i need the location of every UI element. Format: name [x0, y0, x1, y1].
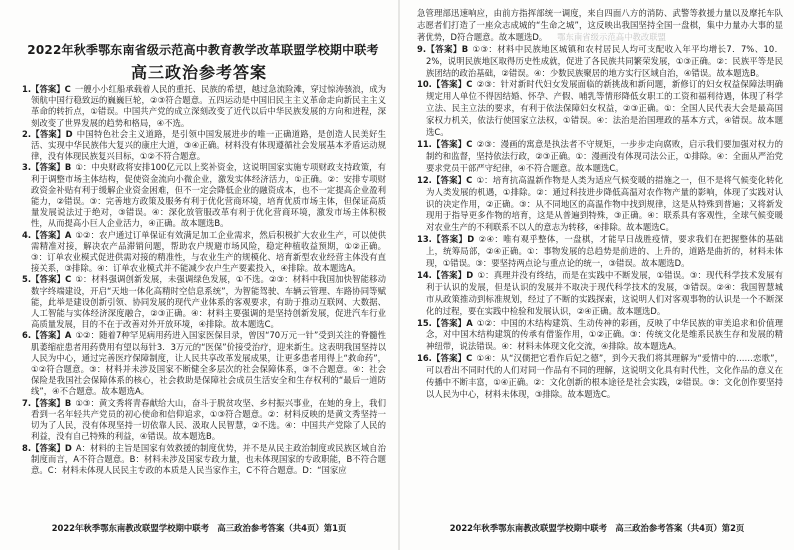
answer-text: ②④：唯有观乎整体，一盘棋，才能早日战胜疫情，要求我们在把握整体的基础上，统筹局部，②④正确。①：事物发展的总趋势是前进的、上升的，道路是曲折的，材料未体现，①错误。③：要坚持两点论与重点论的统一，③错误。故本题选D。	[426, 234, 783, 269]
answer-text: ①②：随着7种罕见病用药进入国家医保目录，曾因“70万元一针”受到关注的脊髓性肌萎缩症患者用药费用有望以每针3．3万元的“医保”价接受治疗，迎来新生。这表明我国坚持以人民为中心，通过完善医疗保障制度，让人民共享改革发展成果，让更多患者用得上“救命药”，①②符合题意。③：材料并未涉及国家不断健全多层次的社会保障体系，③不合题意。④：社会保险是我国社会保障体系的核心，社会救助是保障社会成员生活安全和生存权利的“最后一道防线”，④不合题意。故本题选A。	[31, 330, 386, 397]
answer-text: ①：材料强调创新发展，未强调绿色发展，①不选。②③：材料中我国加快智能移动数字终端建设，开启“天地一体化高精时空信息系统”，为智能驾驶、车辆云管理、车路协同等赋能，此举是建设创新引领、协同发展的现代产业体系的客观要求，有助于推动互联网、大数据、人工智能与实体经济深度融合，②③正确。④：材料主要强调的是坚持创新发展，促进汽车行业高质量发展，目的不在于改善对外开放环境，④排除。故本题选C。	[31, 274, 387, 330]
page-title: 高三政治参考答案	[130, 63, 267, 82]
answer-text: ②③：漫画的寓意是执法者不守规矩，一步步走向腐败，启示我们要加强对权力的制约和监督，坚持依法行政，②③正确。①：漫画没有体现司法公正，①排除。④：全面从严治党要求党员干部严守纪律，④不符合题意。故本题选C。	[426, 138, 784, 173]
page-2	[400, 0, 794, 550]
answer-text: ①③：材料中民族地区城镇和农村居民人均可支配收入年平均增长7．7%、10．2%，说明民族地区取得历史性成就，促进了各民族共同繁荣发展，①③正确。②：民族平等是民族团结的政治基础，②错误。④：少数民族聚居的地方实行区域自治，④错误。故本题选B。	[426, 43, 783, 78]
answer-head: 7.【答案】B	[22, 397, 72, 408]
answer-head: 12.【答案】C	[417, 174, 473, 185]
answer-text: ①：真理并没有终结，而是在实践中不断发展，①错误。③：现代科学技术发展有利于认识的发展，但是认识的发展并不取决于现代科学技术的发展，③错误。②④：我国智慧城市从政策推动到标准规划，经过了不断的实践探索，这说明人们对客观事物的认识是一个不断深化的过程，要在实践中检验和发展认识，②④正确。故本题选D。	[426, 269, 783, 316]
answer-item-16	[417, 353, 783, 401]
answer-head: 14.【答案】D	[417, 269, 474, 280]
answer-8-continuation	[417, 8, 783, 44]
answer-text: ①②：农户通过订单保证有效满足加工企业需求，然后积极扩大农业生产，可以使供需精准对接，解决农产品滞销问题，帮助农户规避市场风险，稳定种植收益预期，①②正确。③：订单农业模式促进供需对接的精准性，与农业生产的规模化、培育新型农业经营主体没有直接关系，③排除。④：订单农业模式并不能减少农户生产要素投入，④排除。故本题选A。	[31, 229, 387, 274]
answer-head: 9.【答案】B	[417, 43, 469, 54]
answer-item-2	[22, 129, 386, 163]
page-footer-1: 2022年秋季鄂东南教改联盟学校期中联考 高三政治参考答案（共4页）第1页	[51, 523, 347, 533]
answer-item-7	[22, 398, 386, 443]
watermark-text: 鄂东南省级示范高中教改联盟	[557, 31, 667, 42]
answer-text: A：材料的主旨是国家有效救援的制度优势，并不是从民主政治制度或民族区域自治制度而言，A不符合题意。B：材料未涉及国家专政力量，也未体现国家的专政职能，B不符合题意。C：材料未体现人民民主专政的本质是人民当家作主，C不符合题意。D：“国家应	[31, 442, 386, 475]
answer-list-page-1	[22, 84, 386, 476]
answer-head: 6.【答案】A	[22, 330, 72, 341]
answer-item-1	[22, 84, 386, 129]
answer-head: 5.【答案】C	[22, 274, 72, 285]
answer-text: ①：中央财政将安排100亿元以上奖补资金，这说明国家实施专项财政支持政策，有利于调整市场主体结构，促使资金流向小微企业，激发实体经济活力，①正确。②：安排专项财政资金补贴有利于缓解企业资金困难，但不一定会降低企业的融资成本，也不一定提高企业盈利能力，②错误。③：完善地方政策及服务有利于优化营商环境，培育优质市场主体，但保证高质量发展说法过于绝对，③错误。④：深化放管服改革有利于优化营商环境，激发市场主体积极性，从而提高小巨人企业活力，④正确。故本题选B。	[31, 162, 386, 229]
answer-head: 8.【答案】D	[22, 442, 72, 453]
answer-item-4	[22, 230, 386, 275]
answer-text: ①④：从“汉儒把它看作后妃之德”，到今天我们将其理解为“爱情中的……恋歌”，可以看出不同时代的人们对同一作品有不同的理解，这说明文化具有时代性，文化作品的意义在传播中不断丰富，①④正确。②：文化创新的根本途径是社会实践，②错误。③：文化创作要坚持以人民为中心，材料未体现，③排除。故本题选C。	[426, 353, 784, 399]
answer-item-13	[417, 234, 783, 270]
answer-head: 15.【答案】A	[417, 317, 473, 328]
answer-item-3	[22, 162, 386, 229]
answer-text: 一艘小小红船承载着人民的重托、民族的希望，越过急流险滩，穿过惊涛骇浪，成为领航中国行稳致远的巍巍巨轮，②③符合题意。五四运动是中国旧民主主义革命走向新民主主义革命的转折点，①错误。中国共产党的成立深刻改变了近代以后中华民族发展的方向和进程，深刻改变了世界发展的趋势和格局，④不选。	[31, 84, 387, 128]
answer-item-5	[22, 274, 386, 330]
answer-head: 11.【答案】C	[417, 138, 473, 149]
answer-item-11	[417, 139, 783, 175]
continuation-text: 急管理部迅速响应，由前方指挥部统一调度，来自四面八方的消防、武警等救援力量以及摩托车队志愿者们打造了一座众志成城的“生命之城”，这反映出我国坚持全国一盘棋，集中力量办大事的显著优势，D符合题意。故本题选D。	[417, 8, 783, 42]
answer-item-10	[417, 79, 783, 139]
answer-text: ①②：中国的木结构建筑、生动传神的彩画，反映了中华民族的审美追求和价值理念，对中国木结构建筑的传承有借鉴作用，①②正确。③：传统文化是维系民族生存和发展的精神纽带，说法错误。④：材料未体现文化交流，④排除。故本题选A。	[426, 317, 784, 352]
answer-head: 13.【答案】D	[417, 234, 475, 245]
answer-list-page-2	[417, 8, 783, 401]
answer-item-15	[417, 318, 783, 354]
answer-head: 16.【答案】C	[417, 353, 473, 364]
exam-header: 2022年秋季鄂东南省级示范高中教育教学改革联盟学校期中联考	[27, 43, 379, 57]
answer-text: 中国特色社会主义道路，是引领中国发展进步的唯一正确道路，是创造人民美好生活、实现中华民族伟大复兴的康庄大道，③④正确。材料没有体现遵循社会发展基本矛盾运动规律，没有体现民族复兴目标，①②不符合题意。	[31, 128, 386, 162]
answer-item-6	[22, 330, 386, 397]
answer-item-14	[417, 270, 783, 318]
answer-head: 1.【答案】C	[22, 84, 71, 94]
answer-head: 10.【答案】C	[417, 79, 473, 90]
answer-head: 4.【答案】A	[22, 229, 72, 240]
answer-head: 3.【答案】B	[22, 162, 72, 173]
answer-item-12	[417, 175, 783, 235]
answer-text: ②③：针对新时代妇女发展面临的新挑战和新问题，新修订的妇女权益保障法明确规定用人单位不得因结婚、怀孕、产假、哺乳等情形降低女职工的工资和福利待遇，体现了科学立法、民主立法的要求，有利于依法保障妇女权益，②③正确。①：全国人民代表大会是最高国家权力机关，依法行使国家立法权，①错误。④：法治是治国理政的基本方式，④错误。故本题选C。	[426, 79, 784, 138]
answer-item-9	[417, 44, 783, 80]
answer-text: ①：培育抗高温新作物是人类为适应气候变暖的措施之一，但不是将气候变化转化为人类发展的机遇，①排除。②：通过科技进步降低高温对农作物产量的影响，体现了实践对认识的决定作用，②正确。③：从不同地区的高温作物中找到规律，这是从特殊到普遍；又将新发现用于指导更多作物的培育，这是从普遍到特殊，③正确。④：联系具有客观性，全球气候变暖对农业生产的不利联系不以人的意志为转移，④排除。故本题选C。	[426, 174, 783, 233]
answer-text: ①③：黄文秀将青春献给大山，奋斗于脱贫攻坚、乡村振兴事业，在她的身上，我们看到一名年轻共产党员的初心使命和信仰追求，①③符合题意。②：材料反映的是黄文秀坚持一切为了人民，没有体现坚持一切依靠人民、汲取人民智慧，②不选。④：中国共产党除了人民的利益，没有自己特殊的利益，④错误。故本题选B。	[31, 397, 386, 442]
answer-item-8	[22, 443, 386, 477]
answer-head: 2.【答案】D	[22, 128, 73, 139]
page-footer-2: 2022年秋季鄂东南教改联盟学校期中联考 高三政治参考答案（共4页）第2页	[449, 523, 745, 533]
